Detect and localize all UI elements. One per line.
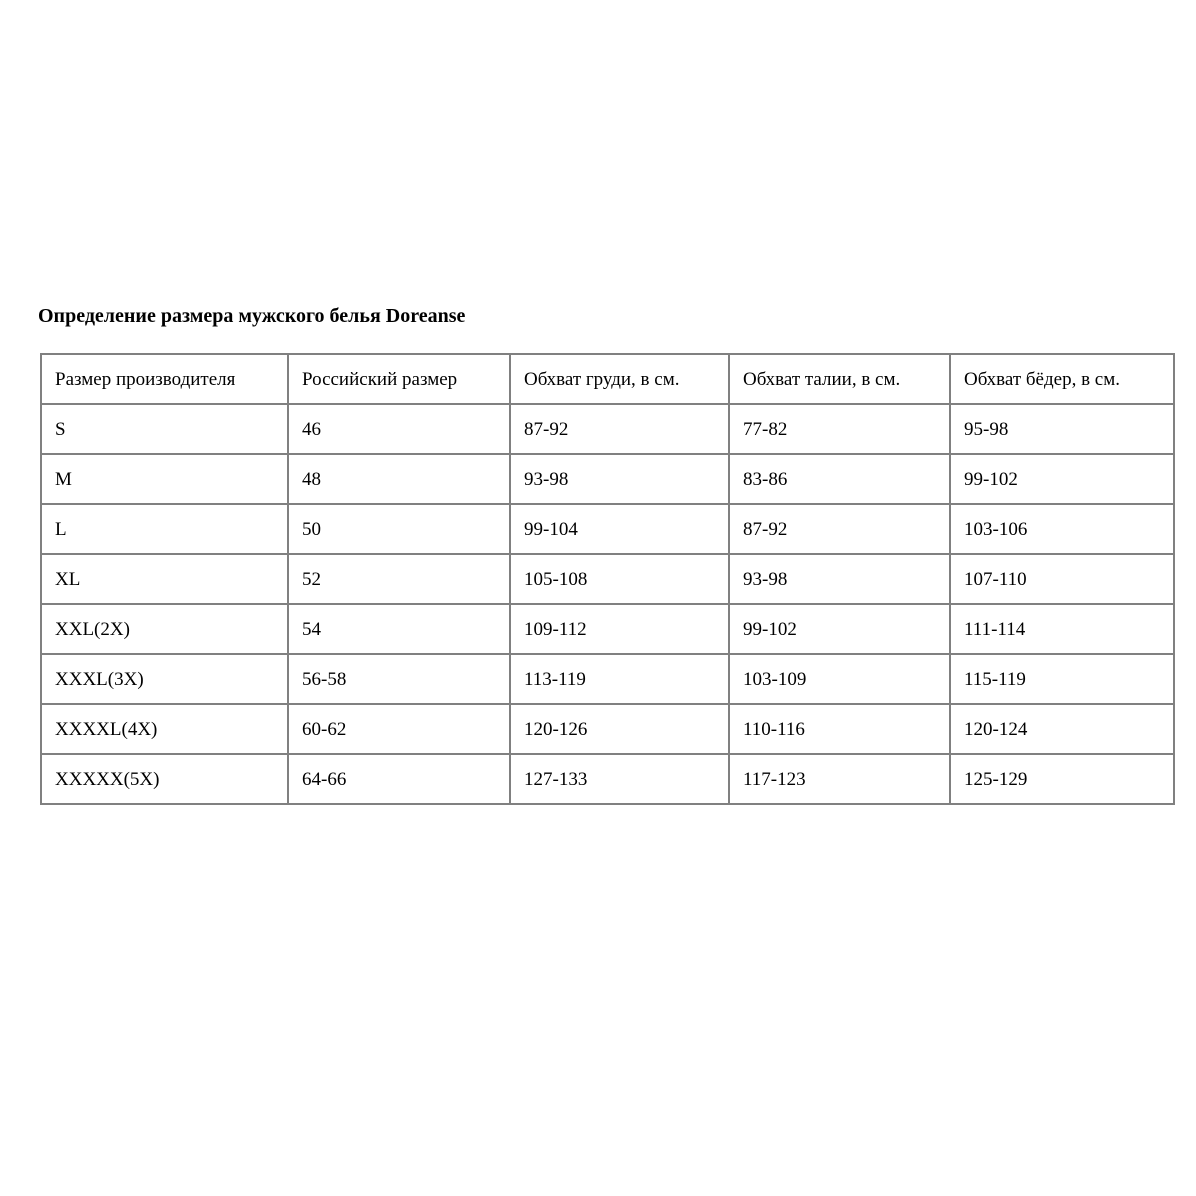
table-row (41, 504, 1174, 554)
table-cell: 120-126 (510, 704, 729, 754)
header-cell-hips: Обхват бёдер, в см. (950, 354, 1174, 404)
size-chart-table (40, 353, 1175, 805)
table-cell: 105-108 (510, 554, 729, 604)
table-cell: XXXL(3X) (41, 654, 288, 704)
table-cell: 125-129 (950, 754, 1174, 804)
table-cell: 64-66 (288, 754, 510, 804)
table-row (41, 554, 1174, 604)
table-row (41, 404, 1174, 454)
table-cell: 95-98 (950, 404, 1174, 454)
table-cell: 93-98 (729, 554, 950, 604)
table-row (41, 704, 1174, 754)
table-cell: 127-133 (510, 754, 729, 804)
table-cell: 46 (288, 404, 510, 454)
table-cell: 109-112 (510, 604, 729, 654)
table-cell: XXXXX(5X) (41, 754, 288, 804)
table-cell: 77-82 (729, 404, 950, 454)
table-cell: 87-92 (510, 404, 729, 454)
table-cell: 56-58 (288, 654, 510, 704)
table-cell: 60-62 (288, 704, 510, 754)
table-cell: 99-102 (950, 454, 1174, 504)
table-cell: M (41, 454, 288, 504)
table-row (41, 604, 1174, 654)
header-cell-waist: Обхват талии, в см. (729, 354, 950, 404)
table-cell: 99-102 (729, 604, 950, 654)
table-cell: 107-110 (950, 554, 1174, 604)
table-cell: 115-119 (950, 654, 1174, 704)
header-cell-russian-size: Российский размер (288, 354, 510, 404)
table-cell: 83-86 (729, 454, 950, 504)
table-cell: 103-106 (950, 504, 1174, 554)
table-cell: S (41, 404, 288, 454)
table-cell: 50 (288, 504, 510, 554)
table-cell: 111-114 (950, 604, 1174, 654)
table-cell: L (41, 504, 288, 554)
page-title: Определение размера мужского белья Doreanse (38, 305, 466, 327)
table-row (41, 454, 1174, 504)
table-cell: XXL(2X) (41, 604, 288, 654)
table-cell: 54 (288, 604, 510, 654)
table-cell: XXXXL(4X) (41, 704, 288, 754)
header-cell-chest: Обхват груди, в см. (510, 354, 729, 404)
table-cell: 93-98 (510, 454, 729, 504)
table-row (41, 654, 1174, 704)
table-cell: 52 (288, 554, 510, 604)
table-cell: 103-109 (729, 654, 950, 704)
table-cell: 120-124 (950, 704, 1174, 754)
table-row (41, 754, 1174, 804)
table-header-row (41, 354, 1174, 404)
table-cell: 113-119 (510, 654, 729, 704)
table-cell: 110-116 (729, 704, 950, 754)
header-cell-manufacturer-size: Размер производителя (41, 354, 288, 404)
table-cell: XL (41, 554, 288, 604)
table-cell: 117-123 (729, 754, 950, 804)
table-cell: 87-92 (729, 504, 950, 554)
table-cell: 99-104 (510, 504, 729, 554)
table-cell: 48 (288, 454, 510, 504)
